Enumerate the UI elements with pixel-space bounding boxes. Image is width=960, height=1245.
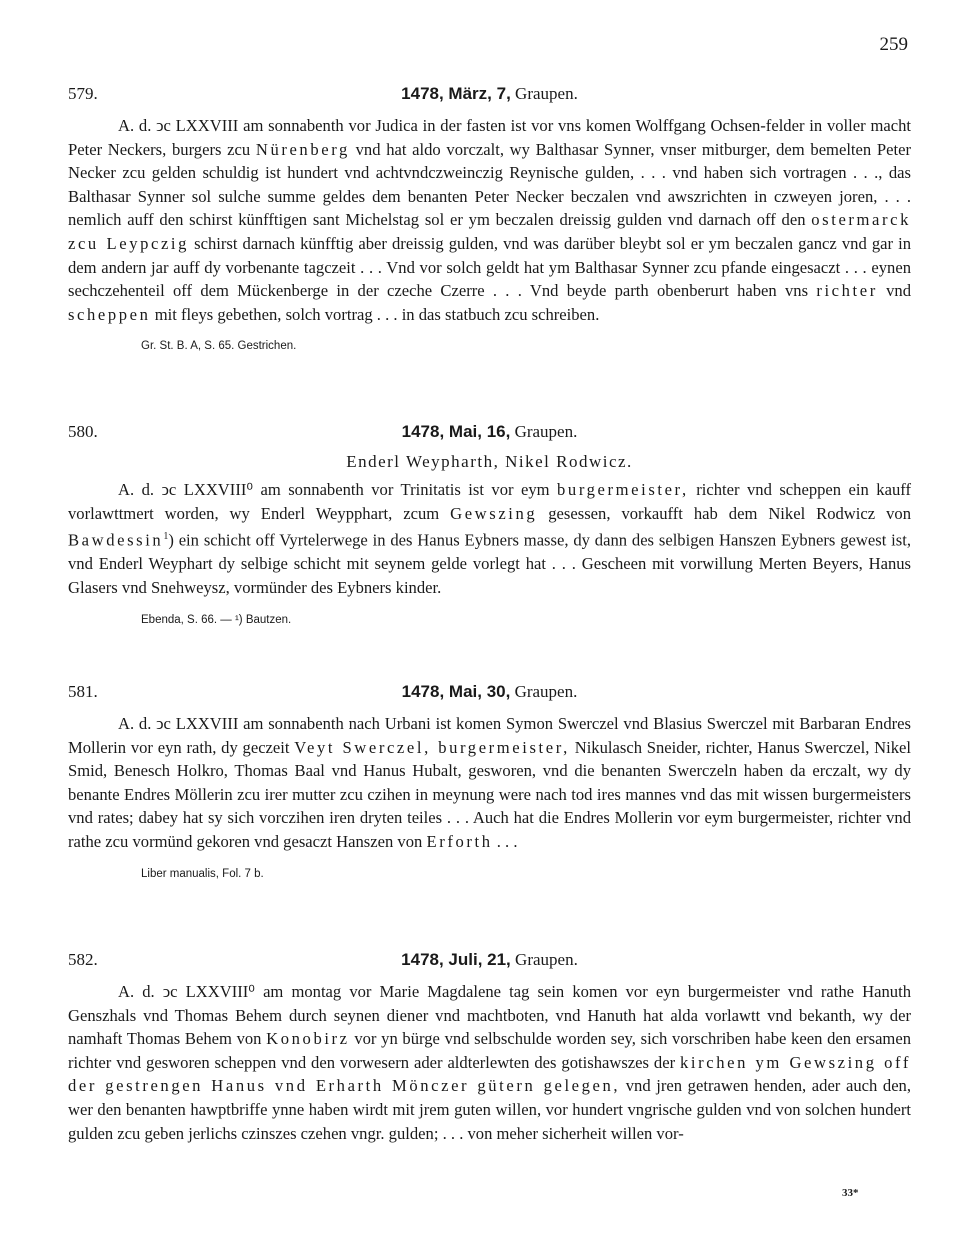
emphasis: Nürenberg <box>255 139 350 159</box>
entry-date: 1478, März, 7, <box>401 84 511 103</box>
page-number: 259 <box>879 34 908 55</box>
emphasis: Konobirz <box>266 1029 350 1049</box>
emphasis: ostermarck zcu Leypczig <box>68 210 911 253</box>
entry-number: 580. <box>68 422 98 441</box>
entry-date-line <box>68 422 911 442</box>
entry-581 <box>68 682 911 880</box>
emphasis: Bawdessin <box>68 530 164 550</box>
entry-place: Graupen. <box>514 422 578 441</box>
entry-date: 1478, Mai, 30, <box>401 682 511 701</box>
entry-place: Graupen. <box>515 950 578 969</box>
entry-date-line <box>68 950 911 970</box>
entry-number: 582. <box>68 950 98 969</box>
entry-date: 1478, Juli, 21, <box>401 950 511 969</box>
entry-number: 581. <box>68 682 98 701</box>
source-note: Liber manualis, Fol. 7 b. <box>141 867 264 880</box>
entry-text: A. d. ͻc LXXVIII⁰ am sonnabenth vor Trinitatis ist vor eym burgermeister, richter vnd scheppen ein kauff vorlawttmert worden, wy Enderl Weypphart, zcum Gewszing gesessen, vorkaufft hab dem Nikel Rodwicz von Bawdessin$^1$) ein schicht off Vyrtelerwege in des Hanus Eybners masse, dy dann des selbigen Hanszen Eybners gewest ist, vnd Enderl Weyphart dy selbige schicht mit seynem gelde vorlegt hat . . . Gescheen mit vorwillung Merten Beyers, Hanus Glasers vnd Snehweysz, vormünder des Eybners kinder. <box>68 480 912 597</box>
entry-number: 579. <box>68 84 98 103</box>
emphasis: scheppen <box>68 304 151 324</box>
emphasis: richter <box>816 281 878 301</box>
emphasis: Erforth <box>426 831 493 851</box>
entry-580 <box>68 422 911 626</box>
emphasis: burgermeister, <box>557 480 689 499</box>
entry-text: A. d. ͻc LXXVIII am sonnabenth nach Urbani ist komen Symon Swerczel vnd Blasius Swerczel mit Barbaran Endres Mollerin vor eyn rath, dy geczeit Veyt Swerczel, burgermeister, Nikulasch Sneider, richter, Hanus Swerczel, Nikel Smid, Benesch Holkro, Thomas Baal vnd Hanus Hubalt, gesworen, vnd die benanten Swerczeln haben da erczalt, wy dy benante Endres Möllerin zcu irer mutter zcu czihen in meynung were nach tod ires mannes vnd das mit wissen burgermeisters vnd rates; dabey hat sy sich vorczihen iren dryten teiles . . . Auch hat die Endres Mollerin vor eym burgermeister, richter vnd rathe zcu vormünd gekoren vnd gesaczt Hanszen von Erforth . . . <box>68 714 912 851</box>
entry-text: A. d. ͻc LXXVIII am sonnabenth vor Judica in der fasten ist vor vns komen Wolffgang Ochsen-felder in voller macht Peter Neckers, burgers zcu Nürenberg vnd hat aldo vorczalt, wy Balthasar Synner, vnser mitburger, dem bemelten Peter Necker zcu gelden schuldig ist hundert vnd achtvndczweinczig Reynische gulden, . . . vnd haben sich vortragen . . ., das Balthasar Synner sol sulche summe geldes dem benanten Peter Necker beczalen vnd awszrichten in czweyen joren, . . . nemlich auff den schirst künfftigen sant Michelstag sol er ym beczalen dreissig gulden vnd darnach off den ostermarck zcu Leypczig schirst darnach künfftig aber dreissig gulden, vnd was darüber bleybt sol er ym beczalen gancz vnd gar in dem andern jar auff dy vorbenante tagczeit . . . Vnd vor solch geldt hat ym Balthasar Synner zcu pfande eingesaczt . . . eynen sechczehenteil off dem Mückenberge in der czeche Czerre . . . Vnd beyde parth obenberurt haben vns richter vnd scheppen mit fleys gebethen, solch vortrag . . . in das statbuch zcu schreiben. <box>68 116 911 324</box>
footnote-ref: 1 <box>163 531 169 543</box>
source-note: Gr. St. B. A, S. 65. Gestrichen. <box>141 340 297 353</box>
entry-date-line <box>68 84 911 104</box>
entry-header <box>68 422 911 452</box>
emphasis: Gewszing <box>450 503 538 523</box>
entry-place: Graupen. <box>514 682 578 701</box>
source-note: Ebenda, S. 66. — ¹) Bautzen. <box>141 613 292 626</box>
entry-header <box>68 950 911 980</box>
entry-582 <box>68 950 911 1145</box>
entry-date: 1478, Mai, 16, <box>401 422 511 441</box>
emphasis: Veyt Swerczel, burgermeister, <box>294 737 570 757</box>
signature-mark: 33* <box>842 1187 859 1199</box>
entry-date-line <box>68 682 911 702</box>
entry-header <box>68 84 911 114</box>
entry-persons: Enderl Weypharth, Nikel Rodwicz. <box>346 452 633 471</box>
entry-header <box>68 682 911 712</box>
entry-place: Graupen. <box>515 84 578 103</box>
emphasis: kirchen ym Gewszing off der gestrengen Hanus vnd Erharth Mönczer gütern gelegen, <box>68 1052 911 1096</box>
entry-579 <box>68 84 911 352</box>
entry-text: A. d. ͻc LXXVIII⁰ am montag vor Marie Magdalene tag sein komen vor eyn burgermeister vnd rathe Hanuth Genszhals vnd Thomas Behem durch seynen diener vnd machtboten, vnd Hanuth hat alda vorlawtt vnd bekanth, wy der namhaft Thomas Behem von Konobirz vor yn bürge vnd selbschulde worden sey, sich vorschriben habe keen den ersamen richter vnd gesworen scheppen vnd den vorwesern ader aldterlewten des gotishawszes der kirchen ym Gewszing off der gestrengen Hanus vnd Erharth Mönczer gütern gelegen, vnd jren getrawen henden, ader auch den, wer den benanten hawptbriffe ynne haben wirdt mit jrem guten willen, vor hundert vngrische gulden vnd von solchen hundert gulden zcu geben jerlichs czinszes czehen vngr. gulden; . . . von meher sicherheit willen vor- <box>68 982 912 1143</box>
